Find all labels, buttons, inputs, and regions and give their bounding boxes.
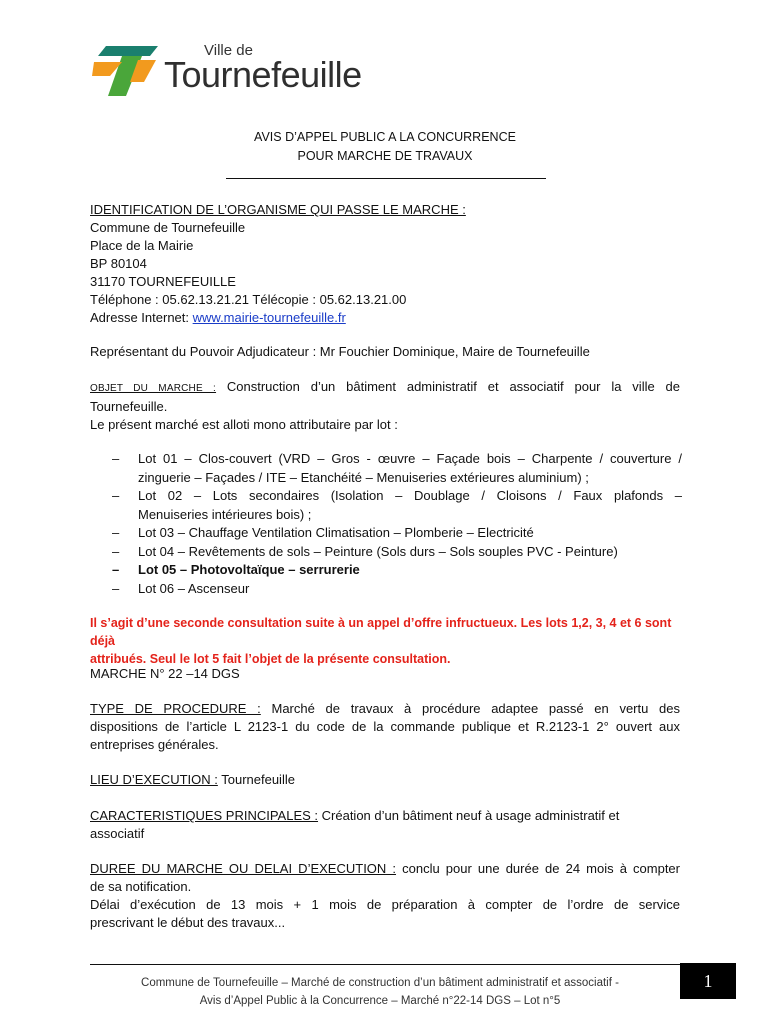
lot-line: Lot 04 – Revêtements de sols – Peinture (Sols durs – Sols souples PVC - Peinture) bbox=[138, 543, 618, 559]
caracteristiques-line-2: associatif bbox=[90, 826, 145, 841]
lot-line: Lot 02 – Lots secondaires (Isolation – Doublage / Cloisons / Faux plafonds – bbox=[138, 488, 682, 503]
organisme-label: IDENTIFICATION DE L’ORGANISME QUI PASSE LE MARCHE : bbox=[90, 202, 466, 217]
duree-block bbox=[90, 860, 680, 932]
internet-label: Adresse Internet: bbox=[90, 310, 193, 325]
caracteristiques-line-1 bbox=[90, 807, 680, 825]
organisme-line: BP 80104 bbox=[90, 256, 147, 271]
notice-block bbox=[90, 614, 680, 668]
lots-list bbox=[112, 450, 682, 598]
heading-line-2: POUR MARCHE DE TRAVAUX bbox=[297, 149, 473, 163]
duree-line-3: Délai d’exécution de 13 mois + 1 mois de préparation à compter de l’ordre de service bbox=[90, 897, 680, 912]
list-item bbox=[112, 580, 682, 599]
mairie-website-link[interactable]: www.mairie-tournefeuille.fr bbox=[192, 310, 346, 325]
duree-label: DUREE DU MARCHE OU DELAI D’EXECUTION : bbox=[90, 861, 397, 876]
procedure-label: TYPE DE PROCEDURE : bbox=[90, 701, 261, 716]
objet-line-2: Tournefeuille. bbox=[90, 399, 168, 414]
tournefeuille-logo bbox=[92, 40, 362, 100]
organisme-line: 31170 TOURNEFEUILLE bbox=[90, 274, 236, 289]
list-dash: – bbox=[112, 580, 120, 596]
organisme-line: Téléphone : 05.62.13.21.21 Télécopie : 05.62.13.21.00 bbox=[90, 292, 407, 307]
page-number: 1 bbox=[680, 963, 736, 999]
notice-line-1: Il s’agit d’une seconde consultation suite à un appel d’offre infructueux. Les lots 1,2, 3, 4 et 6 sont déjà bbox=[90, 616, 672, 648]
lieu-label: LIEU D’EXECUTION : bbox=[90, 772, 218, 787]
footer-line-2: Avis d’Appel Public à la Concurrence – Marché n°22-14 DGS – Lot n°5 bbox=[199, 995, 561, 1007]
list-item bbox=[112, 487, 682, 524]
duree-text: conclu pour une durée de 24 mois à compter bbox=[396, 861, 680, 876]
footer-divider bbox=[90, 964, 680, 965]
list-dash: – bbox=[112, 488, 120, 503]
organisme-line: Commune de Tournefeuille bbox=[90, 220, 246, 235]
list-item bbox=[112, 561, 682, 580]
lot-line: Lot 03 – Chauffage Ventilation Climatisation – Plomberie – Electricité bbox=[138, 525, 534, 540]
objet-text: Construction d’un bâtiment administratif et associatif pour la ville de bbox=[216, 379, 681, 394]
footer-line-1: Commune de Tournefeuille – Marché de construction d’un bâtiment administratif et associatif - bbox=[141, 977, 619, 989]
lieu-line bbox=[90, 771, 680, 789]
caracteristiques-block bbox=[90, 807, 680, 843]
list-dash: – bbox=[112, 451, 120, 466]
duree-line-1 bbox=[90, 860, 680, 878]
list-item bbox=[112, 543, 682, 562]
lot-line: Menuiseries intérieures bois) ; bbox=[138, 506, 312, 522]
lieu-value: Tournefeuille bbox=[217, 772, 295, 787]
lot-line: Lot 01 – Clos-couvert (VRD – Gros - œuvre – Façade bois – Charpente / couverture / bbox=[138, 451, 682, 466]
list-dash: – bbox=[112, 525, 120, 540]
objet-block bbox=[90, 378, 680, 434]
list-item bbox=[112, 524, 682, 543]
lot-line: Lot 06 – Ascenseur bbox=[138, 580, 250, 596]
list-dash: – bbox=[112, 562, 120, 577]
objet-line-1 bbox=[90, 378, 680, 398]
logo-emblem-icon bbox=[92, 42, 162, 98]
logo-ville-text: Ville de bbox=[204, 42, 253, 59]
caracteristiques-text: Création d’un bâtiment neuf à usage administratif et bbox=[318, 808, 620, 823]
procedure-line-3: entreprises générales. bbox=[90, 737, 219, 752]
procedure-line-1 bbox=[90, 700, 680, 718]
objet-line-3: Le présent marché est alloti mono attributaire par lot : bbox=[90, 417, 398, 432]
representant-text: Représentant du Pouvoir Adjudicateur : Mr Fouchier Dominique, Maire de Tournefeuille bbox=[90, 344, 590, 359]
caracteristiques-label: CARACTERISTIQUES PRINCIPALES : bbox=[90, 808, 319, 823]
organisme-block bbox=[90, 201, 680, 327]
list-dash: – bbox=[112, 543, 120, 559]
lot-line: Lot 05 – Photovoltaïque – serrurerie bbox=[138, 562, 360, 577]
procedure-line-2: dispositions de l’article L 2123-1 du code de la commande publique et R.2123-1 2° ouvert aux bbox=[90, 719, 680, 734]
logo-name-text: Tournefeuille bbox=[164, 54, 362, 95]
heading-divider bbox=[226, 178, 546, 179]
heading-line-1: AVIS D’APPEL PUBLIC A LA CONCURRENCE bbox=[254, 130, 516, 144]
organisme-line: Place de la Mairie bbox=[90, 238, 194, 253]
marche-number: MARCHE N° 22 –14 DGS bbox=[90, 666, 240, 681]
list-item bbox=[112, 450, 682, 487]
procedure-block bbox=[90, 700, 680, 754]
lot-line: zinguerie – Façades / ITE – Etanchéité – Menuiseries extérieures aluminium) ; bbox=[138, 469, 589, 485]
procedure-text: Marché de travaux à procédure adaptee passé en vertu des bbox=[260, 701, 681, 716]
notice-line-2: attribués. Seul le lot 5 fait l’objet de la présente consultation. bbox=[90, 652, 451, 666]
duree-line-4: prescrivant le début des travaux... bbox=[90, 915, 286, 930]
internet-line bbox=[90, 309, 680, 327]
duree-line-2: de sa notification. bbox=[90, 879, 192, 894]
objet-label: OBJET DU MARCHE : bbox=[90, 383, 217, 394]
